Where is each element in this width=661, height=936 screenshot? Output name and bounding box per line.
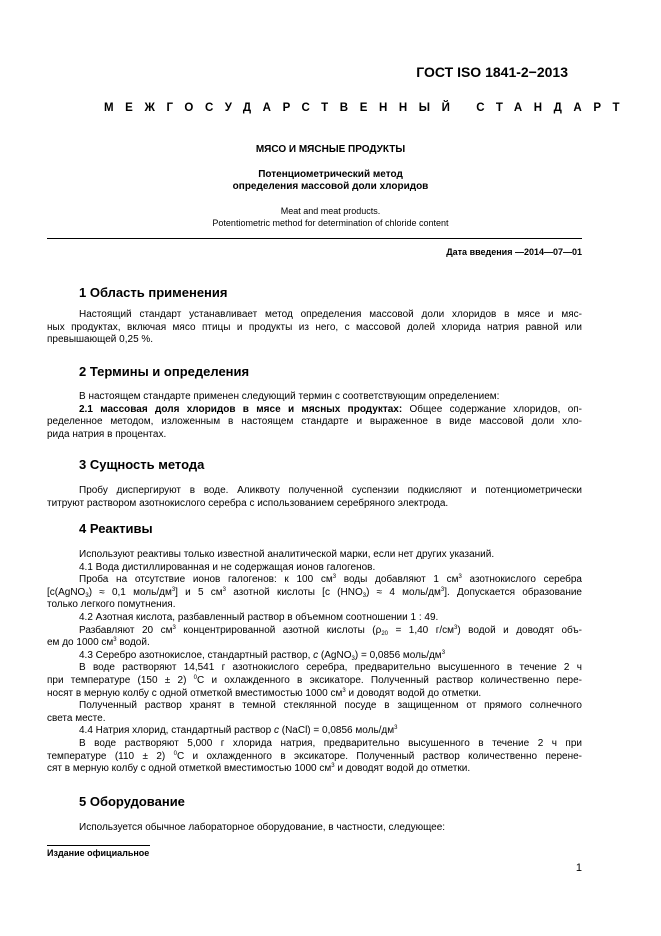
- text-fragment: C и охлажденного в эксикаторе. Полученный раствор количественно пере-: [197, 674, 582, 686]
- title-method-line1: Потенциометрический метод: [258, 169, 403, 180]
- section-5-heading: 5 Оборудование: [79, 794, 185, 809]
- item-4-2: 4.2 Азотная кислота, разбавленный раствор в объемном соотношении 1 : 49.: [79, 611, 439, 623]
- halogen-test-line-3: только легкого помутнения.: [47, 599, 176, 611]
- degree-mark: 0: [193, 674, 197, 681]
- title-main: МЯСО И МЯСНЫЕ ПРОДУКТЫ: [255, 144, 406, 155]
- superscript: 3: [332, 574, 337, 581]
- term-name: 2.1 массовая доля хлоридов в мясе и мясных продуктах:: [79, 403, 403, 415]
- degree-mark: 0: [173, 750, 177, 757]
- text-fragment: ) ≈ 4 моль/дм: [366, 586, 441, 598]
- item-4-3: [47, 650, 582, 663]
- subscript: 3: [85, 592, 89, 599]
- section-1-body: [47, 309, 582, 347]
- footer-divider: [47, 845, 150, 846]
- text-fragment: и доводят водой до отметки.: [345, 687, 482, 699]
- subscript: 3: [362, 592, 367, 599]
- text-fragment: носят в мерную колбу с одной отметкой вместимостью 1000 см: [47, 687, 343, 699]
- superscript: 3: [113, 637, 117, 644]
- superscript: 3: [171, 586, 176, 593]
- storage-line-2: света месте.: [47, 712, 106, 724]
- title-divider: [47, 238, 582, 239]
- text-fragment: температуре (110 ± 2): [47, 750, 174, 762]
- title-method: [47, 169, 614, 193]
- sodium-chloride-line-1: В воде растворяют 5,000 г хлорида натрия, предварительно высушенного в течение 2 ч при: [79, 737, 582, 749]
- section-2-term-line: [47, 404, 582, 417]
- item-4-4: [47, 725, 582, 738]
- page-number: 1: [575, 862, 582, 874]
- storage-line-1: Полученный раствор хранят в темной стеклянной посуде в защищенном от прямого солнечного: [79, 700, 582, 712]
- official-edition-label: Издание официальное: [47, 848, 150, 858]
- text-fragment: при температуре (150 ± 2): [47, 674, 194, 686]
- silver-nitrate-line-3: [47, 688, 582, 701]
- section-5-body: [47, 822, 582, 835]
- section-4-heading: 4 Реактивы: [79, 521, 153, 536]
- text-fragment: сят в мерную колбу с одной отметкой вместимостью 1000 см: [47, 763, 332, 775]
- section-1-line-1: Настоящий стандарт устанавливает метод определения массовой доли хлоридов в мясе и мяс-: [79, 309, 582, 320]
- text-fragment: 4.4 Натрия хлорид, стандартный раствор: [79, 725, 274, 737]
- superscript: 3: [458, 574, 462, 581]
- superscript: 3: [441, 649, 446, 656]
- section-2-body: [47, 391, 582, 441]
- section-1-line-2: ных продуктах, включая мясо птицы и продукты из него, с массовой долей хлорида натрия равной или: [47, 321, 582, 333]
- text-fragment: C и охлажденного в эксикаторе. Полученный раствор количественно перене-: [176, 750, 582, 762]
- text-fragment: ) = 0,0856 моль/дм: [354, 649, 442, 661]
- nitric-dilution-line-1: [47, 625, 582, 638]
- text-fragment: воды добавляют 1 см: [336, 574, 459, 586]
- text-fragment: водой.: [116, 637, 150, 649]
- superscript: 3: [440, 586, 445, 593]
- introduction-date: Дата введения —2014—07—01: [446, 247, 582, 257]
- text-fragment: азотнокислого серебра: [461, 574, 582, 586]
- section-3-body: [47, 485, 582, 510]
- section-3-line-1: Пробу диспергируют в воде. Аликвоту полученной суспензии подкисляют и потенциометрически: [79, 485, 582, 496]
- section-3-heading: 3 Сущность метода: [79, 457, 205, 472]
- subscript: 20: [381, 630, 388, 637]
- text-fragment: азотной кислоты [c (HNO: [225, 586, 363, 598]
- section-3-line-2: титруют раствором азотнокислого серебра с использованием серебряного электрода.: [47, 497, 449, 509]
- silver-nitrate-line-2: [47, 675, 582, 688]
- title-en-line2: Potentiometric method for determination of chloride content: [212, 217, 449, 228]
- section-1-heading: 1 Область применения: [79, 285, 228, 300]
- text-fragment: ) ≈ 0,1 моль/дм: [88, 586, 172, 598]
- sodium-chloride-line-2: [47, 751, 582, 764]
- section-1-line-3: превышающей 0,25 %.: [47, 334, 154, 346]
- section-2-line-4: рида натрия в процентах.: [47, 428, 167, 440]
- superscript: 3: [331, 763, 335, 770]
- superscript: 3: [222, 586, 226, 593]
- text-fragment: (NaCl) = 0,0856 моль/дм: [278, 725, 395, 737]
- subscript: 3: [351, 655, 355, 662]
- text-fragment: ем до 1000 см: [47, 637, 114, 649]
- text-fragment: и доводят водой до отметки.: [334, 763, 471, 775]
- section-2-line-3: ределенное методом, изложенным в настоящем стандарте и выраженное в виде массовой доли хло-: [47, 416, 582, 428]
- halogen-test-line-1: [47, 574, 582, 587]
- text-fragment: (AgNO: [318, 649, 352, 661]
- silver-nitrate-line-1: В воде растворяют 14,541 г азотнокислого серебра, предварительно высушенного в течение 2 ч: [79, 662, 582, 674]
- text-fragment: 4.3 Серебро азотнокислое, стандартный раствор,: [79, 649, 314, 661]
- section-2-heading: 2 Термины и определения: [79, 364, 250, 379]
- text-fragment: Проба на отсутствие ионов галогенов: к 100 см: [79, 574, 333, 586]
- reagents-intro: Используют реактивы только известной аналитической марки, если нет других указаний.: [79, 549, 495, 560]
- term-definition-start: Общее содержание хлоридов, оп-: [402, 403, 582, 415]
- halogen-test-line-2: [47, 587, 582, 600]
- document-number: ГОСТ ISO 1841-2−2013: [416, 64, 568, 80]
- title-en-line1: Meat and meat products.: [280, 206, 381, 216]
- sodium-chloride-line-3: [47, 763, 582, 776]
- text-fragment: Разбавляют 20 см: [79, 624, 173, 636]
- symbol-c: c: [313, 649, 319, 661]
- symbol-c: c: [273, 725, 279, 737]
- item-4-1: 4.1 Вода дистиллированная и не содержащая ионов галогенов.: [79, 561, 376, 573]
- text-fragment: [c(AgNO: [47, 586, 86, 598]
- superscript: 3: [342, 687, 346, 694]
- section-2-line-1: В настоящем стандарте применен следующий термин с соответствующим определением:: [79, 391, 500, 402]
- section-4-body: [47, 549, 582, 776]
- title-method-line2: определения массовой доли хлоридов: [232, 181, 429, 192]
- superscript: 3: [454, 624, 458, 631]
- superscript: 3: [394, 725, 398, 732]
- title-english: [47, 206, 614, 229]
- text-fragment: концентрированной азотной кислоты (ρ: [175, 624, 382, 636]
- text-fragment: = 1,40 г/см: [388, 624, 455, 636]
- superscript: 3: [172, 624, 176, 631]
- standard-type-banner: МЕЖГОСУДАРСТВЕННЫЙ СТАНДАРТ: [104, 102, 632, 114]
- text-fragment: ]. Допускается образование: [444, 586, 582, 598]
- nitric-dilution-line-2: [47, 637, 582, 650]
- section-5-line-1: Используется обычное лабораторное оборудование, в частности, следующее:: [79, 822, 446, 833]
- text-fragment: ) водой и доводят объ-: [457, 624, 582, 636]
- text-fragment: ] и 5 см: [175, 586, 223, 598]
